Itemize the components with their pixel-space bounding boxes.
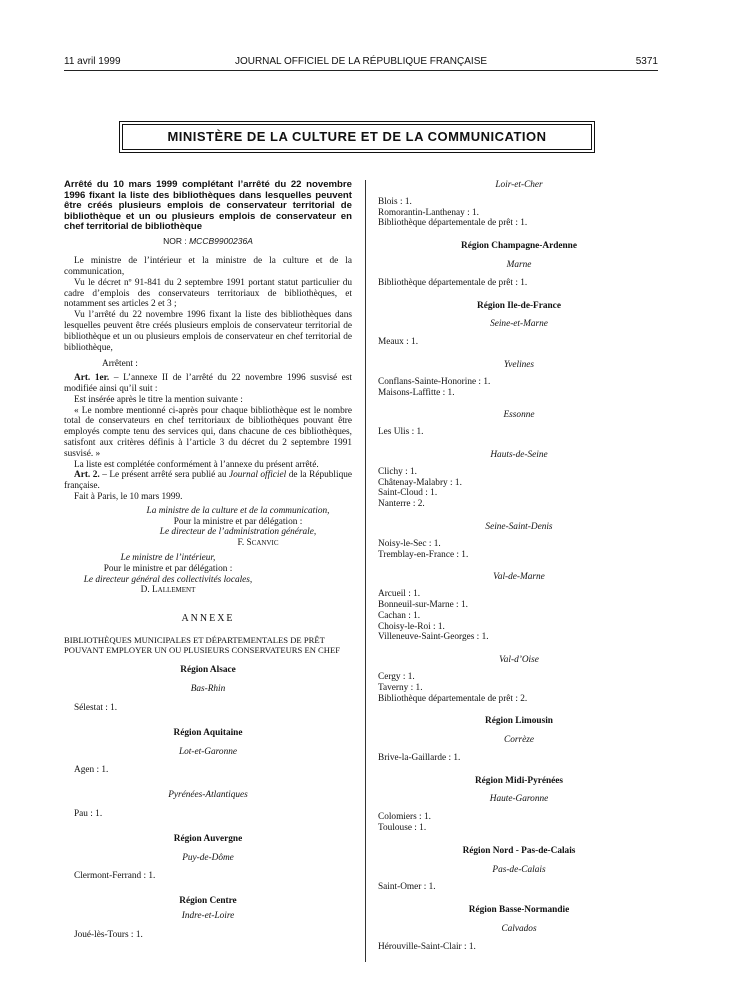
- city-entry: Sélestat : 1.: [74, 703, 118, 713]
- done-at-paris: Fait à Paris, le 10 mars 1999.: [74, 492, 183, 503]
- article-2-text-b: de la République française.: [64, 470, 353, 492]
- city-entry: Toulouse : 1.: [378, 823, 427, 834]
- region-name: Région Aquitaine: [173, 727, 243, 738]
- signature-culture: [124, 506, 352, 549]
- list-item: [378, 716, 660, 763]
- city-entry: Clichy : 1.: [378, 466, 417, 477]
- dept-name: Seine-et-Marne: [490, 319, 548, 330]
- list-item: [378, 655, 660, 704]
- city-entry: Agen : 1.: [74, 765, 109, 776]
- dept-name: Puy-de-Dôme: [182, 852, 234, 863]
- header-journal-title: JOURNAL OFFICIEL DE LA RÉPUBLIQUE FRANÇAISE: [234, 56, 488, 67]
- signature-interior: [64, 553, 272, 596]
- dept-name: Yvelines: [503, 359, 535, 370]
- article-2-text-a: – Le présent arrêté sera publié au: [99, 470, 229, 481]
- dept-name: Val-de-Marne: [493, 572, 545, 583]
- annexe-title: BIBLIOTHÈQUES MUNICIPALES ET DÉPARTEMENTALES DE PRÊT POUVANT EMPLOYER UN OU PLUSIEURS CONSERVATEURS EN CHEF: [64, 635, 341, 656]
- article-2: [64, 470, 352, 492]
- sig-culture-title: La ministre de la culture et de la communication,: [146, 505, 330, 516]
- sig-interior-delegation: Pour le ministre et par délégation :: [103, 563, 233, 574]
- left-library-list: [64, 665, 352, 940]
- sig-interior-title: Le ministre de l’intérieur,: [120, 553, 216, 564]
- city-entry: Châtenay-Malabry : 1.: [378, 477, 462, 488]
- sig-interior-name: D. Lallement: [140, 585, 196, 596]
- region-name: Région Centre: [179, 896, 237, 907]
- region-name: Région Nord - Pas-de-Calais: [462, 845, 576, 856]
- city-entry: Noisy-le-Sec : 1.: [378, 538, 441, 549]
- city-entry: Blois : 1.: [378, 196, 412, 207]
- dept-name: Haute-Garonne: [489, 794, 549, 805]
- ministry-banner: MINISTÈRE DE LA CULTURE ET DE LA COMMUNICATION: [122, 124, 592, 150]
- city-entry: Tremblay-en-France : 1.: [378, 549, 469, 560]
- city-entry: Choisy-le-Roi : 1.: [378, 621, 445, 632]
- column-divider: [365, 180, 366, 962]
- article-1-label: Art. 1er.: [74, 373, 110, 384]
- city-entry: Joué-lès-Tours : 1.: [74, 929, 143, 940]
- list-item: [378, 572, 660, 643]
- insertion-note: Est insérée après le titre la mention suivante :: [74, 394, 243, 405]
- region-name: Région Champagne-Ardenne: [461, 241, 577, 252]
- city-entry: Taverny : 1.: [378, 682, 423, 693]
- dept-name: Essonne: [503, 410, 535, 421]
- region-name: Région Ile-de-France: [477, 300, 561, 311]
- region-name: Région Limousin: [485, 716, 553, 727]
- city-entry: Cachan : 1.: [378, 610, 421, 621]
- sig-culture-name: F. Scanvic: [237, 538, 279, 549]
- list-item: [64, 834, 352, 882]
- visa-decree: Vu le décret nº 91-841 du 2 septembre 1991 portant statut particulier du cadre d’emplois des conservateurs territoriaux de bibliothèques, et notamment ses articles 2 et 3 ;: [64, 277, 352, 310]
- city-entry: Cergy : 1.: [378, 671, 415, 682]
- list-item: [378, 522, 660, 560]
- dept-name: Indre-et-Loire: [181, 910, 235, 921]
- city-entry: Saint-Omer : 1.: [378, 882, 436, 893]
- dept-name: Hauts-de-Seine: [490, 449, 548, 460]
- city-entry: Les Ulis : 1.: [378, 427, 424, 438]
- city-entry: Villeneuve-Saint-Georges : 1.: [378, 632, 489, 643]
- nor-label: NOR :: [163, 235, 187, 246]
- region-name: Région Auvergne: [173, 833, 243, 844]
- city-entry: Brive-la-Gaillarde : 1.: [378, 752, 461, 763]
- sig-interior-director: Le directeur général des collectivités locales,: [83, 574, 253, 585]
- city-entry: Arcueil : 1.: [378, 589, 421, 600]
- nor-reference: [64, 236, 352, 247]
- preamble-ministers: Le ministre de l’intérieur et la ministre de la culture et de la communication,: [64, 256, 352, 278]
- list-item: [378, 180, 660, 229]
- right-column: [378, 180, 660, 953]
- dept-name: Pas-de-Calais: [492, 864, 546, 875]
- city-entry: Maisons-Laffitte : 1.: [378, 387, 455, 398]
- city-entry: Hérouville-Saint-Clair : 1.: [378, 941, 476, 952]
- region-name: Région Basse-Normandie: [468, 905, 570, 916]
- list-item: [378, 846, 660, 893]
- city-entry: Bibliothèque départementale de prêt : 2.: [378, 693, 528, 704]
- article-2-label: Art. 2.: [74, 470, 100, 481]
- dept-name: Val-d’Oise: [499, 655, 539, 666]
- list-item: [378, 450, 660, 510]
- header-page-number: 5371: [635, 56, 658, 67]
- list-item: [378, 301, 660, 348]
- list-item: [378, 776, 660, 834]
- list-item: [378, 410, 660, 438]
- city-entry: Pau : 1.: [74, 808, 103, 819]
- header-rule: [64, 70, 658, 71]
- list-item: [378, 905, 660, 952]
- sig-culture-director: Le directeur de l’administration générale,: [159, 527, 317, 538]
- city-entry: Colomiers : 1.: [378, 812, 431, 823]
- city-entry: Bibliothèque départementale de prêt : 1.: [378, 277, 528, 288]
- header-date: 11 avril 1999: [64, 56, 121, 67]
- dept-name: Loir-et-Cher: [495, 180, 543, 190]
- list-item: [64, 665, 352, 713]
- inserted-mention: « Le nombre mentionné ci-après pour chaque bibliothèque est le nombre total de conservateurs en chef territoriaux de bibliothèques pouvant être employés compte tenu des services qui, dans chacune de ces bibliothèques, satisfont aux critères définis à l’article 3 du décret du 2 septembre 1991 susvisé. »: [64, 405, 352, 459]
- region-name: Région Alsace: [180, 665, 236, 676]
- city-entry: Saint-Cloud : 1.: [378, 488, 438, 499]
- city-entry: Romorantin-Lanthenay : 1.: [378, 207, 479, 218]
- nor-value: MCCB9900236A: [189, 235, 253, 246]
- region-name: Région Midi-Pyrénées: [474, 775, 564, 786]
- list-item: [64, 728, 352, 776]
- article-2-journal: Journal officiel: [229, 470, 287, 481]
- dept-name: Pyrénées-Atlantiques: [168, 790, 248, 801]
- dept-name: Marne: [506, 259, 532, 270]
- dept-name: Lot-et-Garonne: [178, 746, 237, 757]
- article-1-text: – L’annexe II de l’arrêté du 22 novembre 1996 susvisé est modifiée ainsi qu’il suit :: [64, 373, 352, 395]
- dept-name: Seine-Saint-Denis: [485, 521, 553, 532]
- city-entry: Bibliothèque départementale de prêt : 1.: [378, 218, 528, 229]
- list-item: [64, 896, 352, 940]
- article-1: [64, 373, 352, 395]
- city-entry: Bonneuil-sur-Marne : 1.: [378, 599, 468, 610]
- list-completion: La liste est complétée conformément à l’annexe du présent arrêté.: [74, 459, 319, 470]
- sig-culture-delegation: Pour la ministre et par délégation :: [173, 516, 303, 527]
- list-item: [378, 360, 660, 398]
- arrete-title: Arrêté du 10 mars 1999 complétant l’arrêté du 22 novembre 1996 fixant la liste des bibliothèques dans lesquelles peuvent être créés plusieurs emplois de conservateur territorial de bibliothèque et un ou plusieurs emplois de conservateur en chef territorial de bibliothèque: [64, 179, 352, 232]
- city-entry: Conflans-Sainte-Honorine : 1.: [378, 376, 491, 387]
- dept-name: Bas-Rhin: [190, 684, 226, 695]
- arretent: Arrêtent :: [102, 359, 138, 370]
- city-entry: Nanterre : 2.: [378, 499, 425, 510]
- dept-name: Calvados: [501, 924, 537, 935]
- left-column: [64, 180, 352, 941]
- city-entry: Clermont-Ferrand : 1.: [74, 871, 156, 882]
- list-item: [378, 241, 660, 288]
- city-entry: Meaux : 1.: [378, 337, 419, 348]
- annexe-heading: ANNEXE: [181, 613, 235, 625]
- visa-arrete: Vu l’arrêté du 22 novembre 1996 fixant la liste des bibliothèques dans lesquelles peuvent être créés plusieurs emplois de conservateur territorial de bibliothèque et un ou plusieurs emplois de conservateur en chef territorial de bibliothèque,: [64, 310, 352, 353]
- list-item: [64, 790, 352, 820]
- dept-name: Corrèze: [504, 735, 534, 746]
